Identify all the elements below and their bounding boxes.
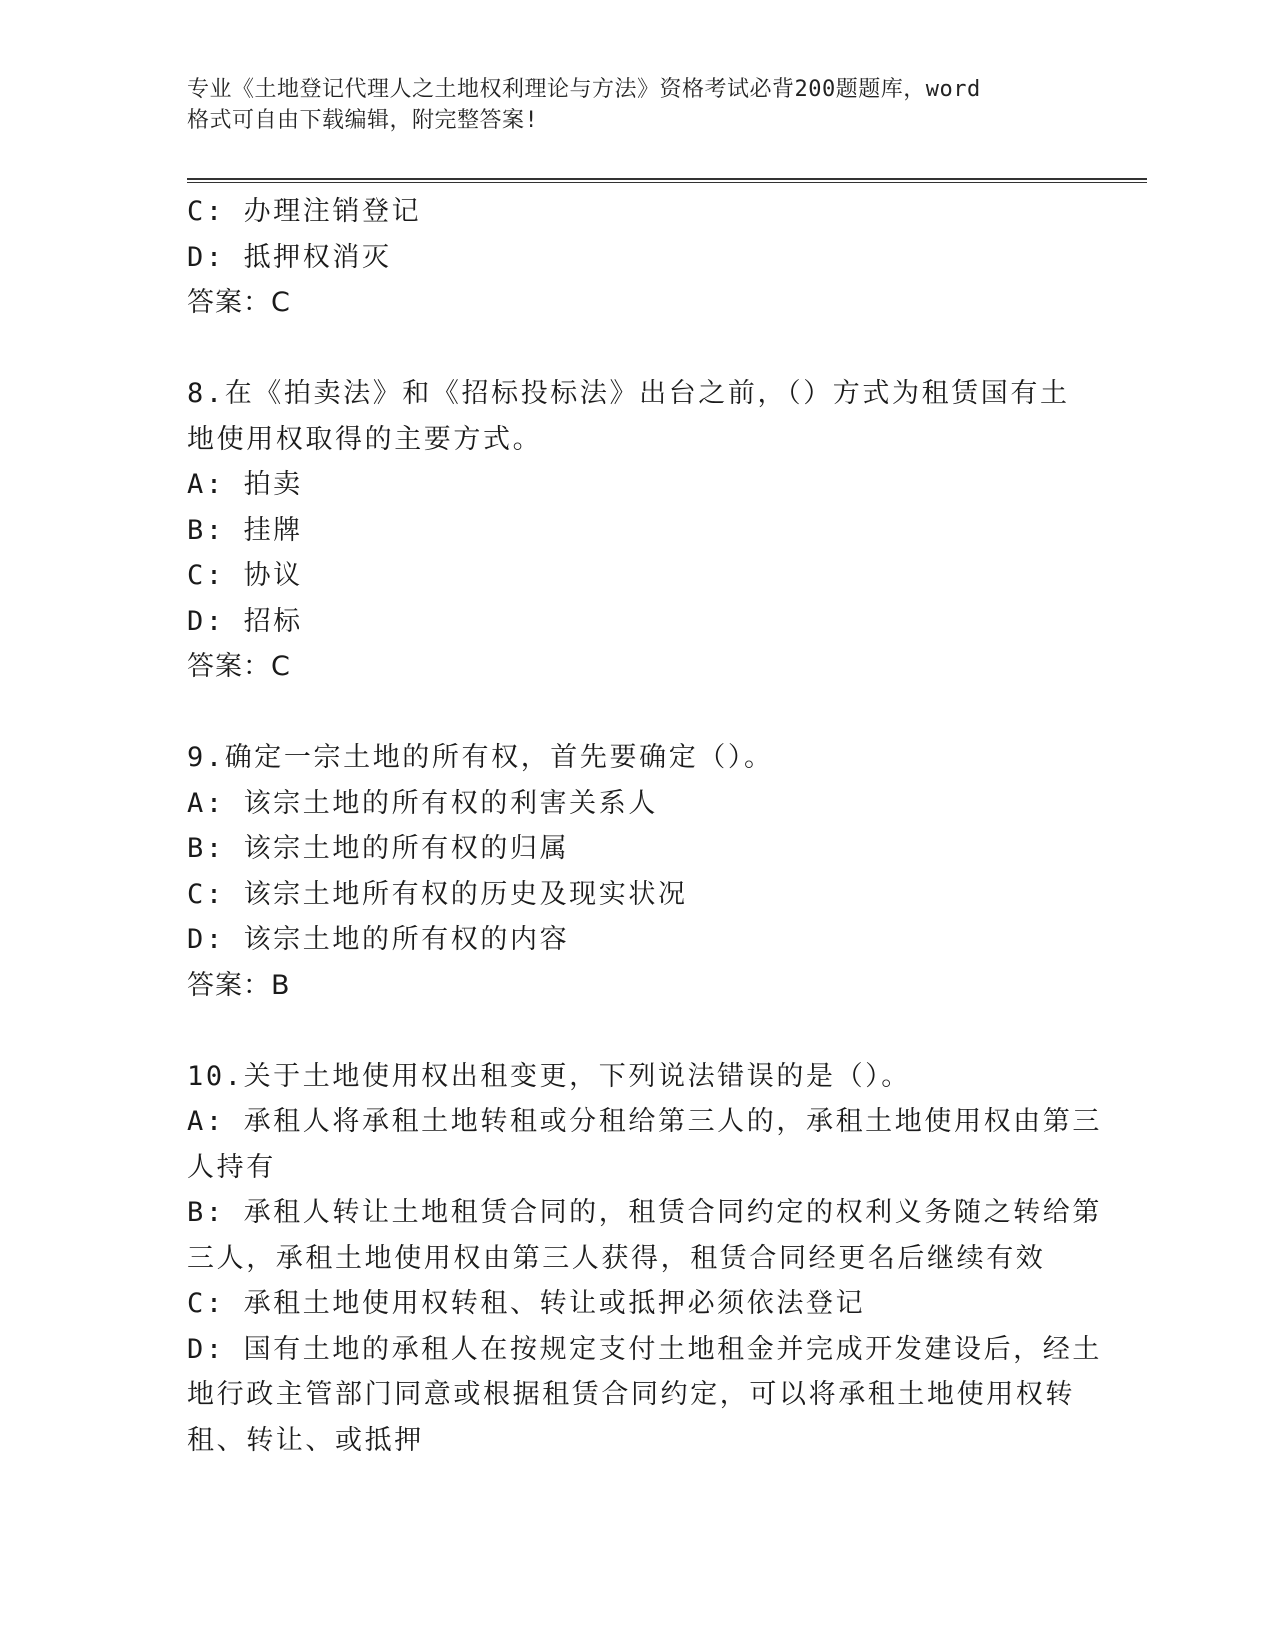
option-b: B: 承租人转让土地租赁合同的，租赁合同约定的权利义务随之转给第 xyxy=(187,1197,1102,1228)
question-prev xyxy=(187,189,1077,326)
answer: 答案：C xyxy=(187,287,291,318)
option-b: B: 该宗土地的所有权的归属 xyxy=(187,833,570,864)
option-a: A: 该宗土地的所有权的利害关系人 xyxy=(187,787,658,819)
option-d: D: 抵押权消灭 xyxy=(187,241,392,273)
option-c: C: 该宗土地所有权的历史及现实状况 xyxy=(187,878,688,910)
option-d-cont: 地行政主管部门同意或根据租赁合同约定，可以将承租土地使用权转 xyxy=(187,1379,1075,1410)
question-9 xyxy=(187,735,1077,1008)
spacer xyxy=(187,326,1077,372)
answer: 答案：B xyxy=(187,969,291,1001)
option-a-cont: 人持有 xyxy=(187,1151,276,1183)
header-line-1: 专业《土地登记代理人之土地权利理论与方法》资格考试必背200题题库，word xyxy=(187,77,981,102)
header-line-2: 格式可自由下载编辑，附完整答案! xyxy=(187,108,539,133)
question-10 xyxy=(187,1054,1102,1464)
option-c: C: 承租土地使用权转租、转让或抵押必须依法登记 xyxy=(187,1288,866,1319)
question-stem-cont: 地使用权取得的主要方式。 xyxy=(187,423,543,455)
option-d: D: 该宗土地的所有权的内容 xyxy=(187,924,570,955)
spacer xyxy=(187,1008,1077,1054)
option-c: C: 协议 xyxy=(187,560,303,591)
option-b: B: 挂牌 xyxy=(187,514,303,546)
spacer xyxy=(187,690,1077,736)
option-d-cont: 租、转让、或抵押 xyxy=(187,1424,424,1456)
question-8 xyxy=(187,371,1077,690)
question-stem: 10.关于土地使用权出租变更，下列说法错误的是（）。 xyxy=(187,1060,911,1092)
option-d: D: 国有土地的承租人在按规定支付土地租金并完成开发建设后，经土 xyxy=(187,1333,1102,1365)
option-d: D: 招标 xyxy=(187,605,303,637)
document-page xyxy=(187,0,1147,1650)
option-a: A: 拍卖 xyxy=(187,469,303,500)
option-c: C: 办理注销登记 xyxy=(187,196,422,227)
answer: 答案：C xyxy=(187,651,291,682)
header-divider-thick xyxy=(187,178,1147,180)
option-b-cont: 三人，承租土地使用权由第三人获得，租赁合同经更名后继续有效 xyxy=(187,1242,1046,1274)
document-header xyxy=(187,74,1067,136)
header-divider-thin xyxy=(187,182,1147,183)
question-stem: 9.确定一宗土地的所有权，首先要确定（）。 xyxy=(187,742,774,773)
header-divider xyxy=(187,178,1147,183)
option-a: A: 承租人将承租土地转租或分租给第三人的，承租土地使用权由第三 xyxy=(187,1106,1102,1137)
question-stem: 8.在《拍卖法》和《招标投标法》出台之前，（）方式为租赁国有土 xyxy=(187,378,1070,409)
document-body xyxy=(187,189,1102,1463)
